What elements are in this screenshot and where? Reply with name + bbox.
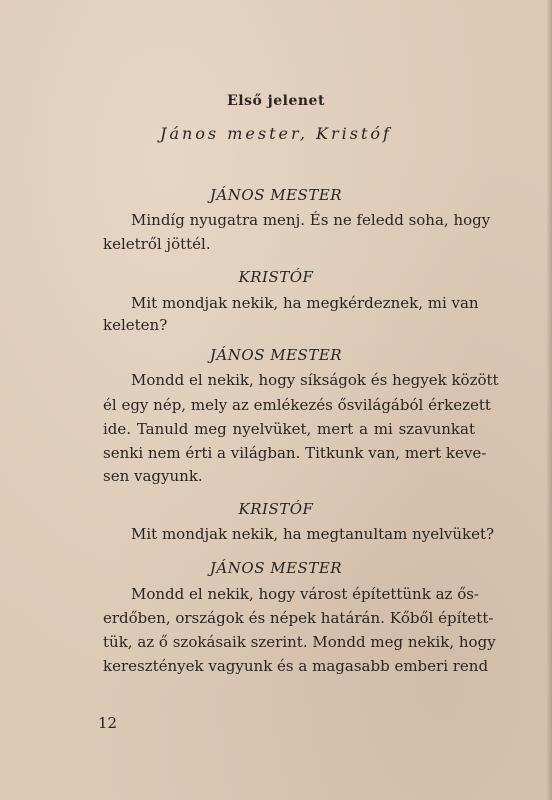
dialogue-line: keleten? (103, 316, 168, 334)
speaker-label: JÁNOS MESTER (209, 346, 343, 364)
speaker-label: JÁNOS MESTER (209, 186, 343, 204)
dialogue-line: Mondd el nekik, hogy várost építettünk az ős- (131, 585, 479, 603)
dialogue-line: Mondd el nekik, hogy síkságok és hegyek között (131, 371, 499, 389)
speaker-label: KRISTÓF (238, 500, 314, 518)
dialogue-line: Mindíg nyugatra menj. És ne feledd soha, hogy (131, 211, 491, 229)
dialogue-line: sen vagyunk. (103, 467, 203, 485)
dialogue-line: ide. Tanuld meg nyelvüket, mert a mi szavunkat (103, 420, 475, 438)
dialogue-line: él egy nép, mely az emlékezés ősvilágából érkezett (103, 396, 491, 414)
dialogue-line: Mit mondjak nekik, ha megtanultam nyelvüket? (131, 525, 495, 543)
speaker-label: JÁNOS MESTER (209, 559, 343, 577)
dialogue-line: senki nem érti a világban. Titkunk van, mert keve- (103, 444, 487, 462)
dialogue-line: keletről jöttél. (103, 235, 211, 253)
dialogue-line: erdőben, országok és népek határán. Kőből épített- (103, 609, 494, 627)
cast-list: János mester, Kristóf (160, 124, 392, 143)
page-number: 12 (98, 714, 118, 732)
dialogue-line: keresztények vagyunk és a magasabb emberi rend (103, 657, 489, 675)
speaker-label: KRISTÓF (238, 268, 314, 286)
scene-title: Első jelenet (227, 93, 325, 109)
dialogue-line: tük, az ő szokásaik szerint. Mondd meg nekik, hogy (103, 633, 496, 651)
dialogue-line: Mit mondjak nekik, ha megkérdeznek, mi van (131, 294, 479, 312)
